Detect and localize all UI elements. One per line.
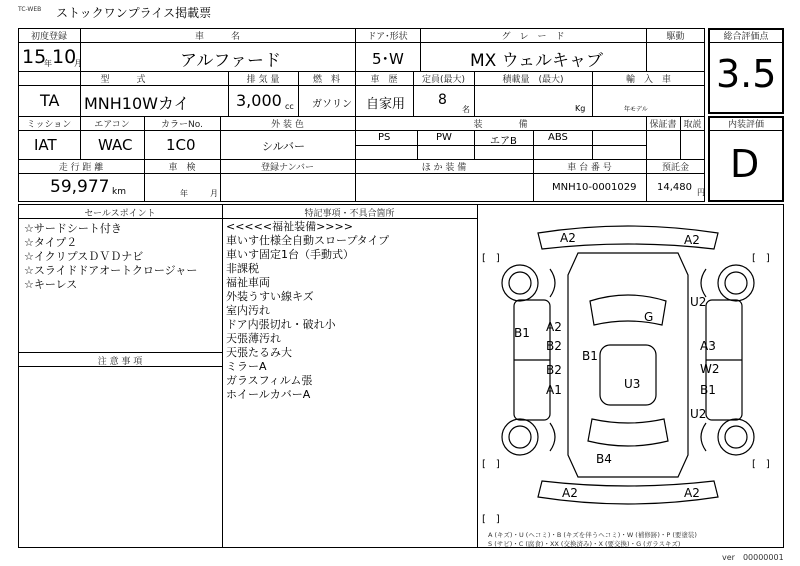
damage-center-b1: B1 bbox=[582, 349, 598, 363]
damage-left-a2: A2 bbox=[546, 320, 562, 334]
label-reg-no: 登録ナンバー bbox=[261, 163, 314, 173]
displacement: 3,000 bbox=[236, 91, 282, 110]
equip-pw: PW bbox=[436, 132, 452, 143]
label-overall: 総合評価点 bbox=[723, 32, 769, 42]
model: MNH10Wカイ bbox=[84, 94, 190, 113]
damage-left-b1: B1 bbox=[514, 326, 530, 340]
label-price: 预託金 bbox=[661, 163, 689, 173]
bracket: [ ] bbox=[482, 514, 500, 525]
special-notes-list bbox=[226, 220, 389, 402]
ext-color: シルバー bbox=[262, 140, 305, 153]
label-door: ドア･形状 bbox=[367, 32, 408, 42]
label-model: 型 式 bbox=[100, 75, 146, 85]
list-item: 天張薄汚れ bbox=[226, 332, 281, 345]
list-item: ☆スライドドアオートクロージャー bbox=[24, 264, 198, 277]
damage-rear-left: A2 bbox=[562, 486, 578, 500]
label-notes: 注 意 事 項 bbox=[97, 357, 143, 367]
mileage-unit: km bbox=[112, 187, 126, 197]
reg-month: 10 bbox=[52, 46, 77, 68]
list-item: ☆タイプ２ bbox=[24, 236, 78, 249]
inspection-month: 月 bbox=[210, 189, 218, 198]
bracket: [ ] bbox=[482, 253, 500, 264]
aircon: WAC bbox=[98, 136, 133, 154]
label-other-equip: ほ か 装 備 bbox=[421, 163, 467, 173]
bracket: [ ] bbox=[752, 253, 770, 264]
label-warranty: 保証書 bbox=[649, 120, 677, 130]
logo bbox=[18, 6, 52, 18]
damage-glass: G bbox=[644, 310, 654, 324]
bracket: [ ] bbox=[482, 459, 500, 470]
capacity-unit: 名 bbox=[462, 105, 470, 114]
interior-score: D bbox=[730, 142, 760, 186]
list-item: 外装うすい線キズ bbox=[226, 290, 314, 303]
damage-rear-b4: B4 bbox=[596, 452, 612, 466]
list-item: 車いす固定1台（手動式） bbox=[226, 248, 354, 261]
label-car-name: 車 名 bbox=[194, 32, 240, 42]
reg-year-unit: 年 bbox=[44, 59, 52, 68]
label-aircon: エアコン bbox=[94, 120, 130, 130]
label-mileage: 走 行 距 離 bbox=[58, 163, 104, 173]
sales-points-list bbox=[24, 222, 197, 292]
damage-right-w2: W2 bbox=[700, 362, 720, 376]
list-item: 車いす仕様全自動スロープタイプ bbox=[226, 234, 390, 247]
grade: MX ウェルキャブ bbox=[470, 51, 604, 71]
load-unit: Kg bbox=[575, 104, 586, 113]
label-chassis-no: 車 台 番 号 bbox=[567, 163, 612, 173]
label-color-no: カラーNo. bbox=[161, 120, 203, 130]
list-item: 室内汚れ bbox=[226, 304, 270, 317]
damage-front-right: A2 bbox=[684, 233, 700, 247]
color-no: 1C0 bbox=[166, 136, 196, 154]
damage-rear-right: A2 bbox=[684, 486, 700, 500]
equip-abs: ABS bbox=[548, 132, 568, 143]
label-ext-color: 外 装 色 bbox=[271, 120, 304, 130]
label-displacement: 排 気 量 bbox=[246, 75, 280, 85]
car-name: アルファード bbox=[180, 51, 281, 71]
label-load: 積載量 (最大) bbox=[502, 75, 564, 85]
logo-text: TC-WEB bbox=[18, 6, 42, 13]
label-sales-points: セールスポイント bbox=[84, 209, 156, 219]
reg-year: 15 bbox=[22, 46, 47, 68]
label-capacity: 定員(最大) bbox=[421, 75, 466, 85]
reg-month-unit: 月 bbox=[74, 59, 82, 68]
list-item: ドア内張切れ・破れ小 bbox=[226, 318, 336, 331]
price-unit: 円 bbox=[697, 188, 705, 197]
chassis-no: MNH10-0001029 bbox=[552, 182, 637, 193]
label-inspection: 車 検 bbox=[168, 163, 196, 173]
door-type: 5･W bbox=[372, 50, 404, 68]
label-special: 特記事項・不具合箇所 bbox=[304, 209, 395, 219]
version: ver 00000001 bbox=[722, 553, 784, 562]
label-fuel: 燃 料 bbox=[312, 75, 340, 85]
capacity: 8 bbox=[438, 92, 447, 108]
list-item: ☆キーレス bbox=[24, 278, 78, 291]
mission: IAT bbox=[34, 136, 57, 154]
list-item: <<<<<福祉装備>>>> bbox=[226, 220, 353, 233]
label-grade: グ レ ー ド bbox=[501, 32, 565, 42]
bracket: [ ] bbox=[752, 459, 770, 470]
list-item: ミラーA bbox=[226, 360, 267, 373]
damage-front-left: A2 bbox=[560, 231, 576, 245]
damage-right-b1: B1 bbox=[700, 383, 716, 397]
list-item: ☆サードシート付き bbox=[24, 222, 122, 235]
list-item: ホイールカバーA bbox=[226, 388, 311, 401]
label-manual: 取説 bbox=[683, 120, 702, 130]
overall-score: 3.5 bbox=[716, 52, 777, 96]
list-item: 非課税 bbox=[226, 262, 259, 275]
label-interior: 内装評価 bbox=[727, 120, 764, 130]
list-item: ☆イクリプスＤＶＤナビ bbox=[24, 250, 144, 263]
page-title: ストックワンプライス掲載票 bbox=[56, 6, 212, 20]
damage-right-a3: A3 bbox=[700, 339, 716, 353]
damage-left-b2-2: B2 bbox=[546, 363, 562, 377]
model-prefix: TA bbox=[40, 91, 60, 110]
mileage: 59,977 bbox=[50, 177, 110, 197]
price: 14,480 bbox=[657, 182, 692, 193]
inspection-year: 年 bbox=[180, 189, 188, 198]
label-first-reg: 初度登録 bbox=[30, 32, 67, 42]
damage-roof-u3: U3 bbox=[624, 377, 641, 391]
list-item: ガラスフィルム張 bbox=[226, 374, 313, 387]
label-drive: 駆動 bbox=[666, 32, 685, 42]
car-diagram bbox=[478, 205, 783, 525]
legend-line-1: A (キズ)・U (ヘコミ)・B (キズを伴うヘコミ)・W (補修跡)・P (要塗装) bbox=[488, 531, 697, 539]
damage-left-b2: B2 bbox=[546, 339, 562, 353]
label-mission: ミッション bbox=[26, 120, 72, 130]
equip-airbag: エアB bbox=[490, 136, 517, 147]
damage-left-a1: A1 bbox=[546, 383, 562, 397]
damage-right-u2-2: U2 bbox=[690, 407, 707, 421]
displacement-unit: cc bbox=[285, 102, 294, 111]
label-history: 車 歴 bbox=[370, 75, 398, 85]
label-equip: 装 備 bbox=[473, 120, 528, 130]
damage-right-u2: U2 bbox=[690, 295, 707, 309]
legend-line-2: S (サビ)・C (腐食)・XX (交換済み)・X (要交換)・G (ガラスキズ) bbox=[488, 540, 681, 548]
list-item: 天張たるみ大 bbox=[226, 346, 292, 359]
import-unit: 年モデル bbox=[624, 106, 648, 113]
equip-ps: PS bbox=[378, 132, 391, 143]
history: 自家用 bbox=[366, 97, 406, 112]
list-item: 福祉車両 bbox=[226, 276, 270, 289]
fuel: ガソリン bbox=[312, 99, 352, 110]
label-import: 輸 入 車 bbox=[625, 75, 671, 85]
